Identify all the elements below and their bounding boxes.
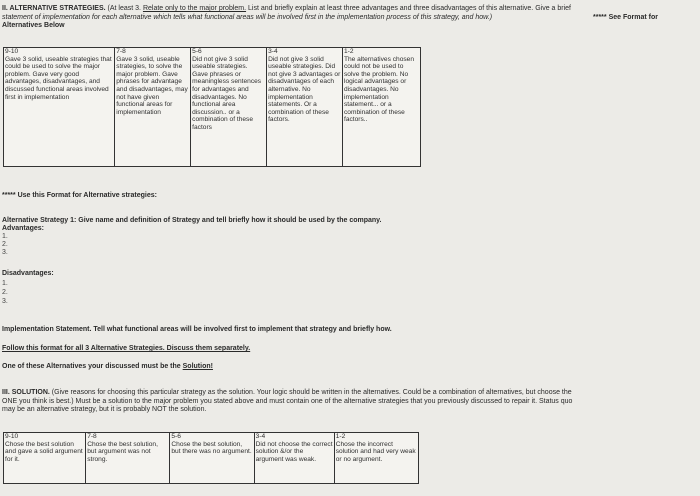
- rubric-score: 7-8: [87, 433, 97, 440]
- rubric-score: 7-8: [116, 48, 126, 55]
- disadvantages-label: Disadvantages:: [2, 270, 54, 277]
- rubric-description: Did not give 3 solid useable strategies. Gave phrases or meaningless sentences for advantages and disadvantages. No functional area discussion.. or a combination of these factors: [192, 55, 262, 131]
- rubric-description: Chose the incorrect solution and had very weak or no argument.: [335, 440, 416, 463]
- rubric-score: 5-6: [192, 48, 202, 55]
- section-iii-heading: III. SOLUTION.: [2, 389, 50, 396]
- rubric-score: 5-6: [171, 433, 181, 440]
- relate-problem-link[interactable]: Relate only to the major problem.: [142, 5, 247, 12]
- rubric-cell: [254, 433, 334, 484]
- advantage-item: 1.: [2, 233, 8, 240]
- rubric-score: 3-4: [255, 433, 266, 440]
- rubric-cell: [267, 48, 343, 167]
- rubric-score: 9-10: [5, 48, 19, 55]
- section-iii-header: [2, 389, 698, 397]
- rubric-cell: [170, 433, 254, 484]
- disadvantage-item: 3.: [2, 298, 8, 305]
- rubric-description: The alternatives chosen could not be used to solve the problem. No logical advantages or disadvantages. No implementation statement... or a combination of these factors..: [343, 55, 414, 124]
- section-ii-note: (At least 3.: [107, 5, 141, 12]
- rubric-cell: [342, 48, 420, 167]
- rubric-description: Gave 3 solid, useable strategies that could be used to solve the major problem. Gave very good advantages, disadvantages, and discussed functional areas involved first in implementation: [5, 55, 112, 101]
- rubric-description: Chose the best solution, but there was no argument.: [171, 440, 252, 456]
- section-ii-header: [2, 5, 698, 13]
- section-ii-instructions: List and briefly explain at least three advantages and three disadvantages of this alternative. Give a brief: [248, 5, 571, 12]
- rubric-description: Gave 3 solid, useable strategies, to solve the major problem. Gave phrases for advantage and disadvantages, may not have given functional areas for implementation: [116, 55, 188, 116]
- section-ii-heading: II. ALTERNATIVE STRATEGIES.: [2, 5, 106, 12]
- section-iii-text-2: ONE you think is best.) Must be a solution to the major problem you stated above and must contain one of the alternative strategies that you previously discussed to repair it. Status quo: [2, 397, 573, 405]
- rubric-cell: [115, 48, 191, 167]
- advantages-label: Advantages:: [2, 225, 45, 232]
- solution-note-text: One of these Alternatives your discussed must be the: [2, 363, 181, 370]
- implementation-line: Implementation Statement. Tell what functional areas will be involved first to implement that strategy and briefly how.: [2, 326, 392, 333]
- rubric-cell: [4, 48, 115, 167]
- alternatives-rubric-table: [3, 47, 421, 167]
- follow-format-line: Follow this format for all 3 Alternative Strategies. Discuss them separately.: [2, 345, 251, 352]
- solution-emphasis: Solution!: [182, 363, 213, 370]
- rubric-row: [4, 433, 419, 484]
- rubric-score: 1-2: [343, 48, 354, 55]
- rubric-cell: [86, 433, 170, 484]
- alternative-strategy-line: Alternative Strategy 1: Give name and definition of Strategy and tell briefly how it should be used by the company.: [2, 217, 382, 224]
- section-iii-text-1: (Give reasons for choosing this particular strategy as the solution. Your logic should be written in the alternatives. Could be a combination of alternatives, but choose the: [51, 389, 572, 396]
- rubric-cell: [191, 48, 267, 167]
- solution-rubric-table: [3, 432, 419, 484]
- rubric-score: 1-2: [335, 433, 346, 440]
- advantage-item: 3.: [2, 249, 8, 256]
- rubric-description: Did not give 3 solid useable strategies. Did not give 3 advantages or disadvantages of each alternative. No implementation statements. Or a combination of these factors.: [268, 55, 341, 124]
- rubric-description: Chose the best solution, but argument was not strong.: [87, 440, 158, 463]
- disadvantage-item: 1.: [2, 280, 8, 287]
- advantage-item: 2.: [2, 241, 8, 248]
- format-use-line: ***** Use this Format for Alternative strategies:: [2, 192, 157, 199]
- rubric-description: Did not choose the correct solution &/or the argument was weak.: [255, 440, 333, 463]
- alternatives-below: Alternatives Below: [2, 22, 65, 29]
- rubric-cell: [334, 433, 418, 484]
- section-iii-text-3: may be an alternative strategy, but it is probably NOT the solution.: [2, 406, 207, 413]
- see-format-note: ***** See Format for: [593, 14, 658, 21]
- rubric-row: [4, 48, 421, 167]
- rubric-cell: [4, 433, 86, 484]
- solution-note: [2, 363, 213, 371]
- rubric-score: 3-4: [268, 48, 278, 55]
- section-ii-instructions-2: statement of implementation for each alternative which tells what functional areas will be involved first in the implementation process of this strategy, and how.): [2, 13, 493, 21]
- disadvantage-item: 2.: [2, 289, 8, 296]
- rubric-description: Chose the best solution and gave a solid argument for it.: [5, 440, 83, 463]
- rubric-score: 9-10: [5, 433, 19, 440]
